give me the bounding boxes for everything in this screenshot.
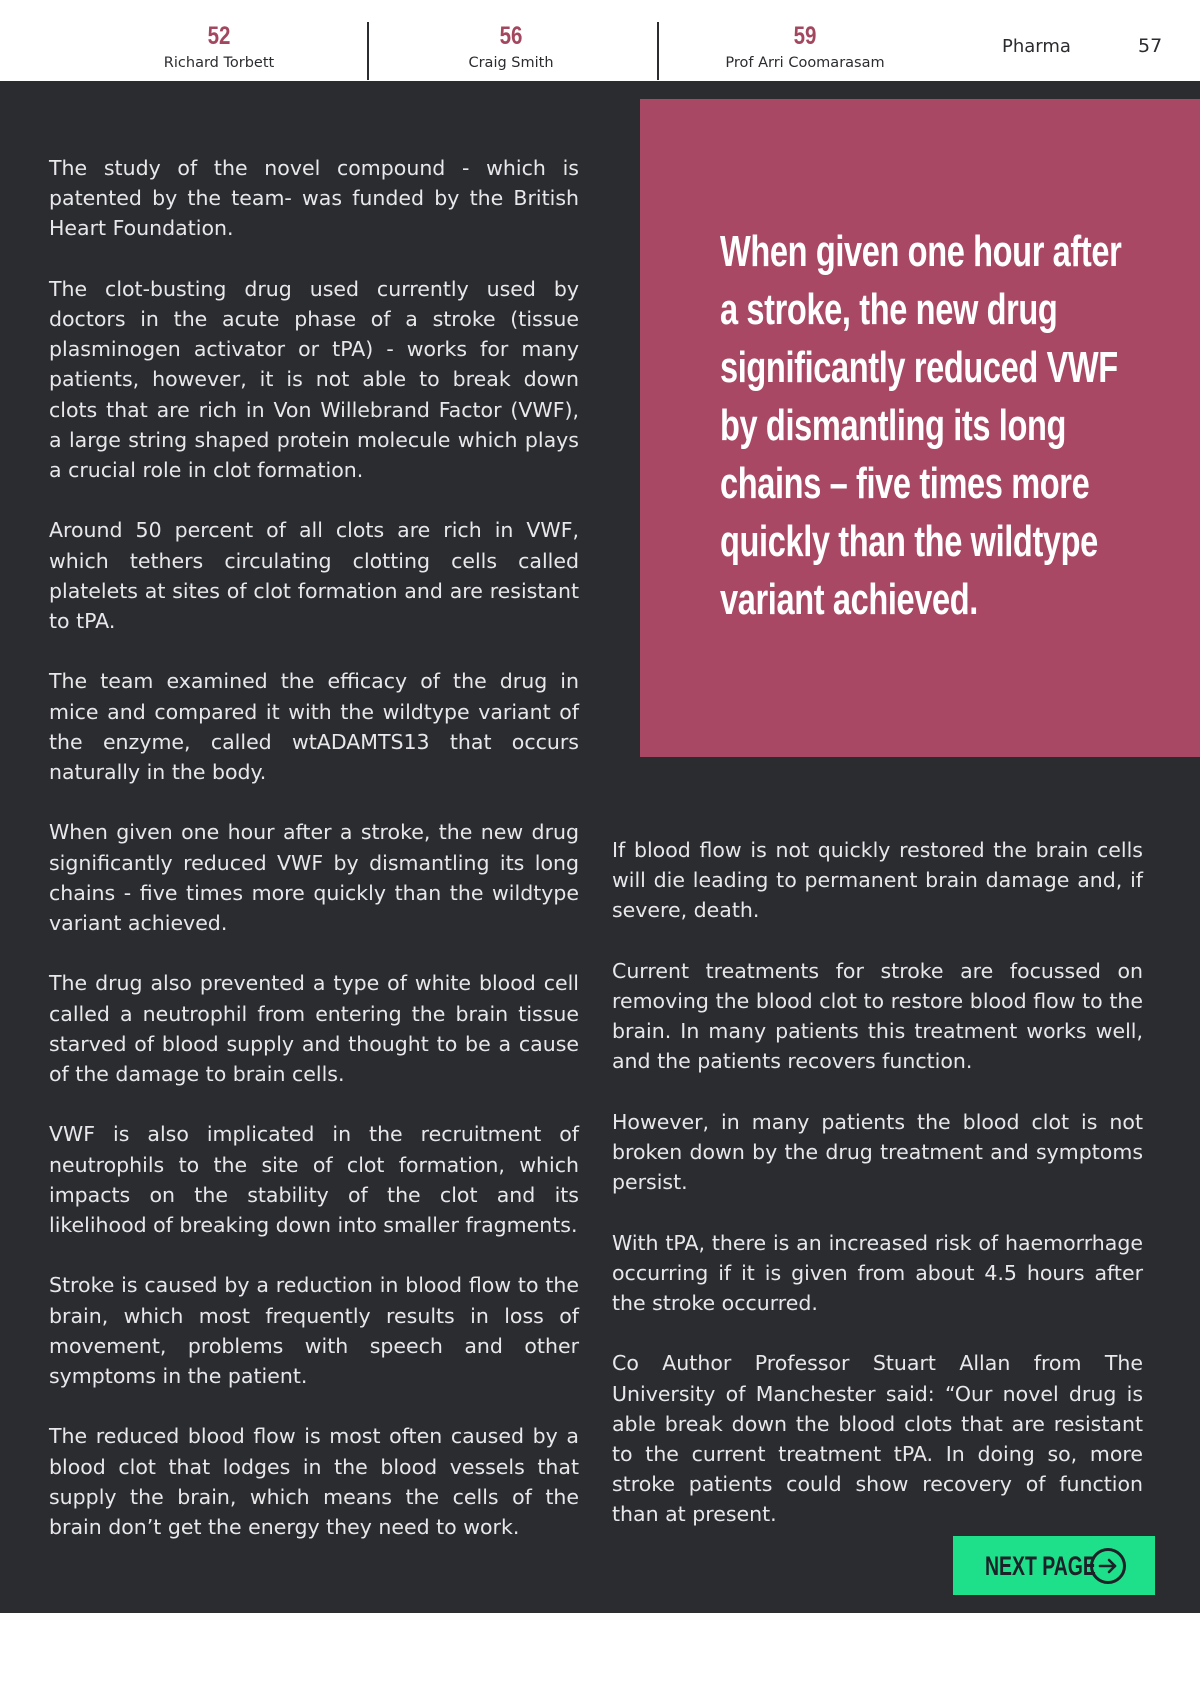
paragraph: However, in many patients the blood clot is not broken down by the drug treatment and symptoms persist. — [612, 1109, 1143, 1195]
nav-link-page-52[interactable] — [108, 22, 330, 72]
paragraph: Around 50 percent of all clots are rich in VWF, which tethers circulating clotting cells called platelets at sites of clot formation and are resistant to tPA. — [49, 518, 579, 634]
nav-page-number: 52 — [207, 22, 231, 50]
nav-author-name: Craig Smith — [468, 55, 554, 71]
paragraph: Co Author Professor Stuart Allan from The University of Manchester said: “Our novel drug is able break down the blood clots that are resistant to the current treatment tPA. In doing so, more stroke patients could show recovery of function than at present. — [612, 1351, 1143, 1527]
article-body — [0, 81, 1200, 1613]
page-header — [0, 0, 1200, 81]
nav-divider — [367, 22, 369, 80]
next-page-button[interactable] — [953, 1536, 1155, 1595]
paragraph: The study of the novel compound - which is patented by the team- was funded by the British Heart Foundation. — [49, 156, 579, 241]
paragraph: When given one hour after a stroke, the new drug significantly reduced VWF by dismantling its long chains - five times more quickly than the wildtype variant achieved. — [49, 820, 579, 936]
paragraph: If blood flow is not quickly restored the brain cells will die leading to permanent brain damage and, if severe, death. — [612, 838, 1143, 923]
paragraph: The team examined the efficacy of the drug in mice and compared it with the wildtype variant of the enzyme, called wtADAMTS13 that occurs naturally in the body. — [49, 669, 579, 785]
pull-quote-line: a stroke, the new drug — [720, 285, 1058, 334]
right-column — [612, 835, 1143, 1530]
nav-page-number: 56 — [499, 22, 523, 50]
pull-quote — [640, 99, 1200, 757]
nav-link-page-59[interactable] — [690, 22, 920, 72]
paragraph: With tPA, there is an increased risk of haemorrhage occurring if it is given from about 4.5 hours after the stroke occurred. — [612, 1230, 1143, 1315]
paragraph: Current treatments for stroke are focussed on removing the blood clot to restore blood flow to the brain. In many patients this treatment works well, and the patients recovers function. — [612, 958, 1143, 1074]
nav-link-page-56[interactable] — [400, 22, 622, 72]
paragraph: The drug also prevented a type of white blood cell called a neutrophil from entering the brain tissue starved of blood supply and thought to be a cause of the damage to brain cells. — [49, 971, 579, 1087]
arrow-right-circle-icon — [1090, 1548, 1126, 1584]
nav-page-number: 59 — [793, 22, 817, 50]
pull-quote-line: variant achieved. — [720, 575, 978, 624]
nav-author-name: Richard Torbett — [163, 55, 275, 71]
pull-quote-line: by dismantling its long — [720, 401, 1067, 450]
paragraph: The reduced blood flow is most often caused by a blood clot that lodges in the blood vessels that supply the brain, which means the cells of the brain don’t get the energy they need to work. — [49, 1424, 579, 1540]
pull-quote-line: chains – five times more — [720, 459, 1090, 508]
nav-author-name: Prof Arri Coomarasam — [725, 55, 885, 71]
pull-quote-line: significantly reduced VWF — [720, 343, 1118, 392]
next-page-label: NEXT PAGE — [985, 1551, 1096, 1581]
pull-quote-text — [720, 223, 1122, 629]
paragraph: The clot-busting drug used currently used by doctors in the acute phase of a stroke (tissue plasminogen activator or tPA) - works for many patients, however, it is not able to break down clots that are rich in Von Willebrand Factor (VWF), a large string shaped protein molecule which plays a crucial role in clot formation. — [49, 276, 579, 483]
page-footer-margin — [0, 1613, 1200, 1696]
left-column — [49, 153, 579, 1542]
page-number: 57 — [1138, 35, 1163, 57]
nav-divider — [657, 22, 659, 80]
paragraph: Stroke is caused by a reduction in blood flow to the brain, which most frequently results in loss of movement, problems with speech and other symptoms in the patient. — [49, 1273, 579, 1389]
paragraph: VWF is also implicated in the recruitment of neutrophils to the site of clot formation, which impacts on the stability of the clot and its likelihood of breaking down into smaller fragments. — [49, 1122, 579, 1238]
pull-quote-line: quickly than the wildtype — [720, 517, 1098, 566]
pull-quote-line: When given one hour after — [720, 227, 1122, 276]
section-label: Pharma — [1002, 36, 1071, 57]
